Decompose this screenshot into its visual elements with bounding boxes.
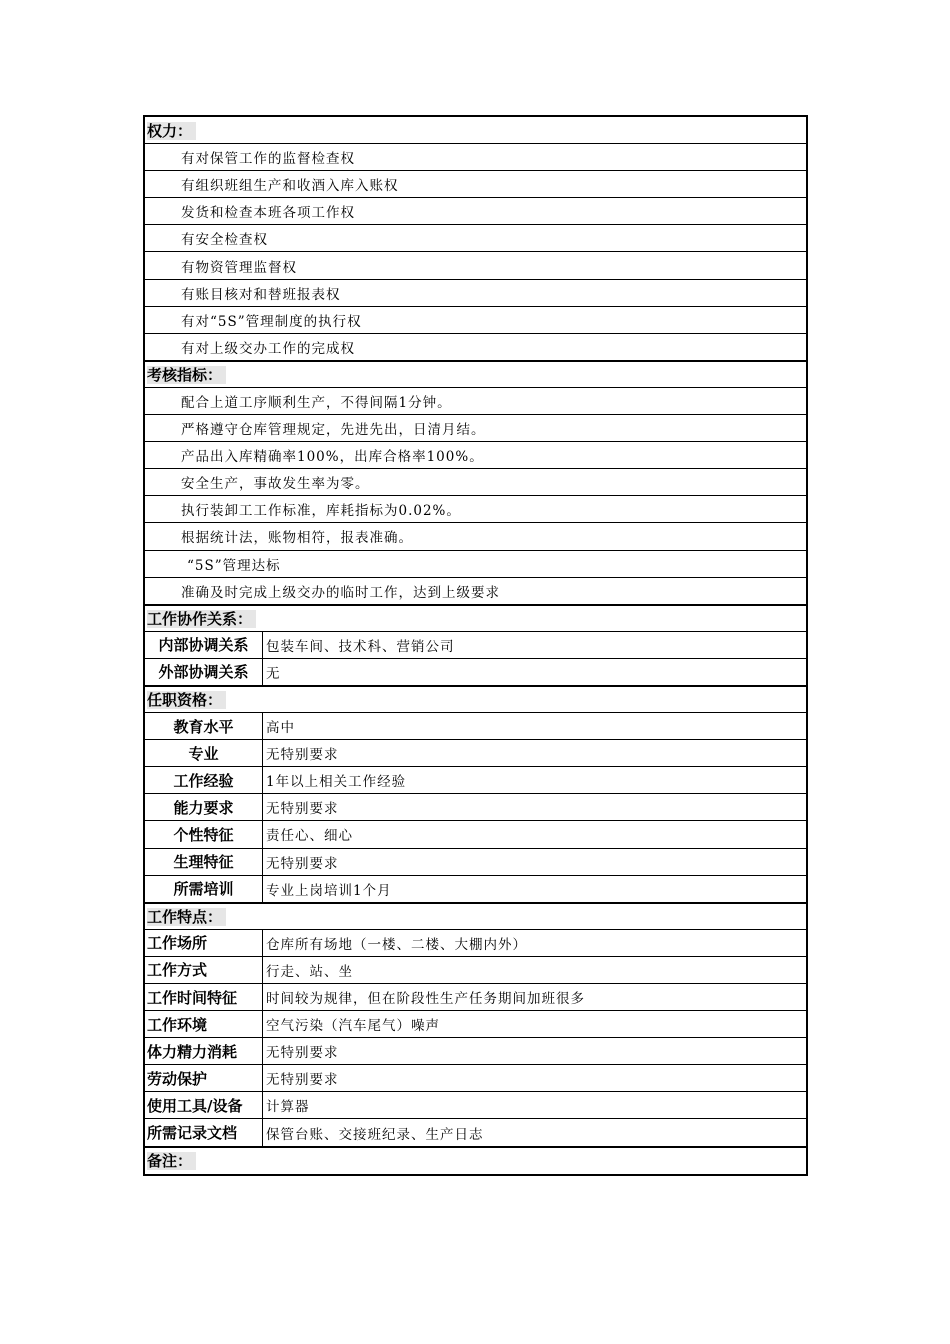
row-label: 个性特征 <box>145 821 263 847</box>
list-item: 执行装卸工工作标准，库耗指标为0.02%。 <box>145 496 806 523</box>
table-row <box>145 876 806 903</box>
list-item: 根据统计法，账物相符，报表准确。 <box>145 523 806 550</box>
list-item: 有物资管理监督权 <box>145 252 806 279</box>
row-value: 无特别要求 <box>266 1045 339 1062</box>
row-value: 无 <box>266 665 281 682</box>
row-label: 专业 <box>145 740 263 766</box>
row-value: 空气污染（汽车尾气）噪声 <box>266 1018 440 1035</box>
row-label: 所需培训 <box>145 876 263 902</box>
section-header-notes <box>145 1147 806 1174</box>
list-item: 有对“5S”管理制度的执行权 <box>145 307 806 334</box>
row-value: 1年以上相关工作经验 <box>266 774 407 791</box>
row-label: 生理特征 <box>145 849 263 875</box>
row-value: 包装车间、技术科、营销公司 <box>266 638 455 655</box>
section-header-power <box>145 117 806 144</box>
row-label: 使用工具/设备 <box>145 1092 263 1118</box>
job-description-table <box>143 115 808 1176</box>
list-item: 有对上级交办工作的完成权 <box>145 334 806 361</box>
row-label: 工作时间特征 <box>145 984 263 1010</box>
section-title-power: 权力： <box>147 122 196 140</box>
table-row <box>145 713 806 740</box>
table-row <box>145 740 806 767</box>
row-value: 无特别要求 <box>266 855 339 872</box>
section-header-kpi <box>145 361 806 388</box>
row-label: 体力精力消耗 <box>145 1038 263 1064</box>
section-title-notes: 备注： <box>147 1152 196 1170</box>
table-row <box>145 1092 806 1119</box>
table-row <box>145 821 806 848</box>
section-title-kpi: 考核指标： <box>147 366 226 384</box>
row-label: 工作方式 <box>145 957 263 983</box>
row-value: 保管台账、交接班纪录、生产日志 <box>266 1126 484 1143</box>
table-row <box>145 1011 806 1038</box>
section-title-collab: 工作协作关系： <box>147 610 256 628</box>
list-item: 产品出入库精确率100%，出库合格率100%。 <box>145 442 806 469</box>
section-header-collab <box>145 605 806 632</box>
row-value: 时间较为规律，但在阶段性生产任务期间加班很多 <box>266 991 585 1008</box>
row-label: 教育水平 <box>145 713 263 739</box>
list-item: “5S”管理达标 <box>145 551 806 578</box>
section-header-features <box>145 903 806 930</box>
row-label: 工作场所 <box>145 930 263 956</box>
row-label: 工作经验 <box>145 767 263 793</box>
table-row <box>145 767 806 794</box>
list-item: 准确及时完成上级交办的临时工作，达到上级要求 <box>145 578 806 605</box>
row-value: 责任心、细心 <box>266 828 353 845</box>
table-row <box>145 1065 806 1092</box>
table-row <box>145 632 806 659</box>
list-item: 安全生产，事故发生率为零。 <box>145 469 806 496</box>
list-item: 有组织班组生产和收酒入库入账权 <box>145 171 806 198</box>
row-label: 工作环境 <box>145 1011 263 1037</box>
list-item: 严格遵守仓库管理规定，先进先出，日清月结。 <box>145 415 806 442</box>
table-row <box>145 794 806 821</box>
row-value: 无特别要求 <box>266 1072 339 1089</box>
table-row <box>145 1038 806 1065</box>
row-value: 专业上岗培训1个月 <box>266 882 392 899</box>
list-item: 有账目核对和替班报表权 <box>145 280 806 307</box>
table-row <box>145 984 806 1011</box>
row-value: 仓库所有场地（一楼、二楼、大棚内外） <box>266 936 527 953</box>
list-item: 配合上道工序顺利生产，不得间隔1分钟。 <box>145 388 806 415</box>
table-row <box>145 849 806 876</box>
section-header-qualifications <box>145 686 806 713</box>
section-title-qualifications: 任职资格： <box>147 691 226 709</box>
section-title-features: 工作特点： <box>147 908 226 926</box>
row-value: 无特别要求 <box>266 801 339 818</box>
row-label: 所需记录文档 <box>145 1119 263 1145</box>
row-label: 内部协调关系 <box>145 632 263 658</box>
row-label: 外部协调关系 <box>145 659 263 685</box>
list-item: 有对保管工作的监督检查权 <box>145 144 806 171</box>
table-row <box>145 1119 806 1146</box>
list-item: 有安全检查权 <box>145 225 806 252</box>
row-value: 行走、站、坐 <box>266 963 353 980</box>
row-value: 无特别要求 <box>266 747 339 764</box>
table-row <box>145 659 806 686</box>
row-value: 高中 <box>266 720 295 737</box>
table-row <box>145 930 806 957</box>
row-value: 计算器 <box>266 1099 310 1116</box>
list-item: 发货和检查本班各项工作权 <box>145 198 806 225</box>
table-row <box>145 957 806 984</box>
row-label: 劳动保护 <box>145 1065 263 1091</box>
row-label: 能力要求 <box>145 794 263 820</box>
